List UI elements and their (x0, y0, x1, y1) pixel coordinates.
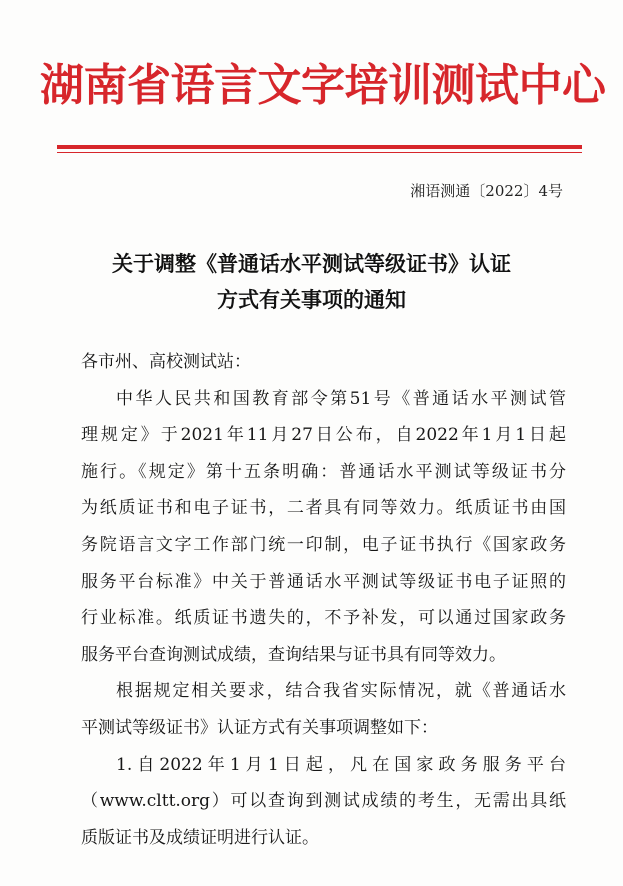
paragraph-line: 服务平台标准》中关于普通话水平测试等级证书电子证照的 (81, 571, 566, 592)
paragraph-line: 理规定》于2021年11月27日公布，自2022年1月1日起 (81, 425, 566, 446)
notice-body (81, 344, 566, 856)
header-divider-thin (57, 152, 582, 153)
header-divider-thick (57, 145, 582, 149)
document-number: 湘语测通〔2022〕4号 (410, 182, 563, 200)
paragraph-line: 行业标准。纸质证书遗失的，不予补发，可以通过国家政务 (81, 608, 566, 629)
notice-title-line: 方式有关事项的通知 (217, 287, 406, 312)
paragraph-line: 施行。《规定》第十五条明确：普通话水平测试等级证书分 (81, 461, 566, 482)
paragraph-line: 务院语言文字工作部门统一印制，电子证书执行《国家政务 (81, 534, 566, 555)
paragraph-line: 根据规定相关要求，结合我省实际情况，就《普通话水 (116, 681, 566, 702)
notice-title (40, 246, 583, 318)
list-item-line: （www.cltt.org）可以查询到测试成绩的考生，无需出具纸 (81, 791, 566, 812)
paragraph-line: 平测试等级证书》认证方式有关事项调整如下： (81, 717, 438, 738)
list-item-line: 质版证书及成绩证明进行认证。 (81, 827, 319, 848)
organization-header: 湖南省语言文字培训测试中心 (40, 60, 606, 111)
notice-title-line: 关于调整《普通话水平测试等级证书》认证 (112, 251, 511, 276)
paragraph-line: 中华人民共和国教育部令第51号《普通话水平测试管 (116, 388, 566, 409)
list-item-line: 1.自2022年1月1日起，凡在国家政务服务平台 (116, 754, 566, 775)
paragraph-line: 为纸质证书和电子证书，二者具有同等效力。纸质证书由国 (81, 498, 566, 519)
salutation: 各市州、高校测试站： (81, 352, 251, 372)
paragraph-line: 服务平台查询测试成绩，查询结果与证书具有同等效力。 (81, 644, 506, 665)
